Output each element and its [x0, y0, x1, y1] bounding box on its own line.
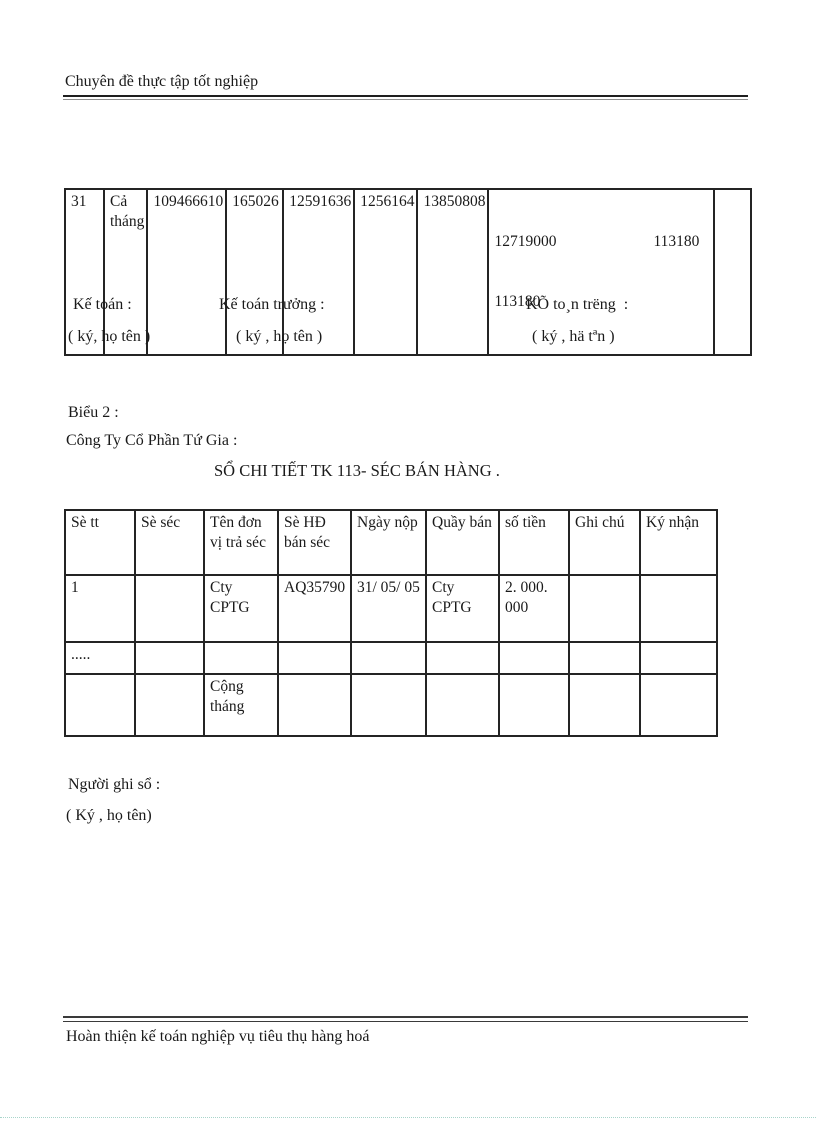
summary-wide-right-value: 113180: [653, 233, 700, 250]
signature-chief-accountant-title: Kế toán trưởng :: [219, 296, 325, 313]
col-header-so-hd: Sè HĐ bán séc: [278, 510, 351, 575]
page-header-title: Chuyên đề thực tập tốt nghiệp: [65, 73, 259, 90]
signer-note: ( Ký , họ tên): [66, 807, 152, 824]
detail-table-header-row: [65, 510, 717, 575]
cell-quay-ban: Cty CPTG: [426, 575, 499, 642]
signature-chief-accountant-note: ( ký , họ tên ): [236, 328, 323, 345]
cell-empty: [65, 674, 135, 736]
cell-empty: [640, 674, 717, 736]
summary-cell-amount-3: 12591636: [283, 189, 354, 355]
col-header-so-sec: Sè séc: [135, 510, 204, 575]
cell-empty: [426, 642, 499, 674]
signature-director-title: KÕ to¸n trëng :: [526, 296, 629, 313]
cell-cong-thang: Cộng tháng: [204, 674, 278, 736]
section-label: Biểu 2 :: [68, 404, 119, 421]
detail-table-row-total: [65, 674, 717, 736]
header-rule: [63, 95, 748, 100]
signature-director-note: ( ký , hä tªn ): [532, 328, 615, 345]
table-title: SỔ CHI TIẾT TK 113- SÉC BÁN HÀNG .: [214, 461, 500, 480]
col-header-quay-ban: Quầy bán: [426, 510, 499, 575]
page-footer-text: Hoàn thiện kế toán nghiệp vụ tiêu thụ hàng hoá: [66, 1028, 370, 1045]
cell-empty: [499, 642, 569, 674]
summary-table-row: [65, 189, 751, 355]
cell-empty: [278, 642, 351, 674]
cell-empty: [278, 674, 351, 736]
footer-rule: [63, 1016, 748, 1022]
detail-table-row-1: [65, 575, 717, 642]
cell-empty: [499, 674, 569, 736]
col-header-stt: Sè tt: [65, 510, 135, 575]
col-header-ngay-nop: Ngày nộp: [351, 510, 426, 575]
cell-empty: [640, 642, 717, 674]
cell-empty: [135, 674, 204, 736]
summary-wide-line1: [494, 232, 711, 252]
summary-cell-empty: [714, 189, 751, 355]
cell-empty: [569, 674, 640, 736]
summary-cell-period: Cả tháng: [104, 189, 147, 355]
cell-so-sec: [135, 575, 204, 642]
cell-empty: [204, 642, 278, 674]
cell-empty: [135, 642, 204, 674]
detail-table: [64, 509, 718, 737]
summary-wide-left-value: 12719000: [494, 233, 557, 250]
cell-ellipsis: .....: [65, 642, 135, 674]
cell-empty: [569, 642, 640, 674]
signature-accountant-note: ( ký, họ tên ): [68, 328, 151, 345]
cell-empty: [351, 642, 426, 674]
company-name: Công Ty Cổ Phần Tứ Gia :: [66, 432, 238, 449]
cell-ghi-chu: [569, 575, 640, 642]
signer-title: Người ghi sổ :: [68, 776, 161, 793]
summary-cell-amount-2: 165026: [226, 189, 283, 355]
cell-ky-nhan: [640, 575, 717, 642]
page-bottom-edge: [0, 1117, 816, 1118]
summary-cell-day: 31: [65, 189, 104, 355]
summary-cell-amount-4: 1256164: [354, 189, 417, 355]
col-header-ghi-chu: Ghi chú: [569, 510, 640, 575]
cell-don-vi: Cty CPTG: [204, 575, 278, 642]
col-header-so-tien: số tiền: [499, 510, 569, 575]
signature-accountant-title: Kế toán :: [73, 296, 132, 313]
summary-cell-amount-1: 109466610: [147, 189, 226, 355]
cell-so-tien: 2. 000. 000: [499, 575, 569, 642]
cell-empty: [351, 674, 426, 736]
cell-empty: [426, 674, 499, 736]
cell-stt: 1: [65, 575, 135, 642]
cell-ngay-nop: 31/ 05/ 05: [351, 575, 426, 642]
detail-table-row-ellipsis: [65, 642, 717, 674]
summary-wide-line2-value: 113180: [494, 293, 541, 310]
cell-so-hd: AQ35790: [278, 575, 351, 642]
summary-cell-amount-5: 13850808: [417, 189, 488, 355]
col-header-don-vi: Tên đơn vị trả séc: [204, 510, 278, 575]
summary-table: [64, 188, 752, 356]
col-header-ky-nhan: Ký nhận: [640, 510, 717, 575]
